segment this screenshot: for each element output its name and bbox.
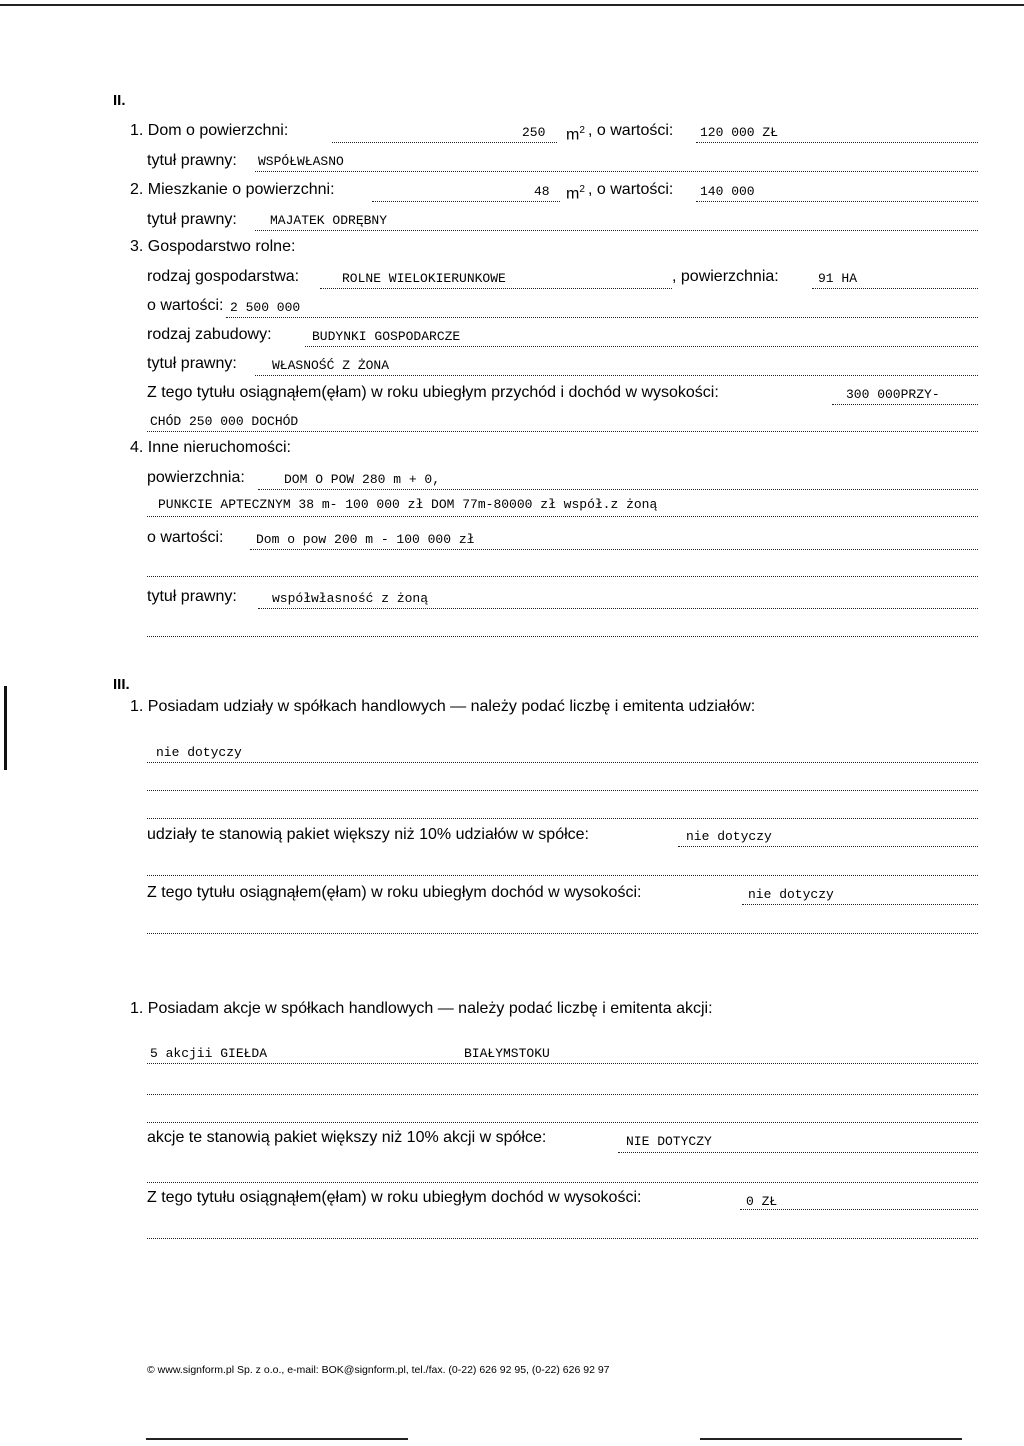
farm-income-line1: 300 000PRZY- (846, 387, 940, 402)
stocks-label: 1. Posiadam akcje w spółkach handlowych — należy podać liczbę i emitenta akcji: (130, 1000, 713, 1017)
shares-income-value: nie dotyczy (748, 887, 834, 902)
shares-value: nie dotyczy (156, 745, 242, 760)
shares-package-value: nie dotyczy (686, 829, 772, 844)
other-area-label: powierzchnia: (147, 469, 245, 486)
house-title: WSPÓŁWŁASNO (258, 154, 344, 169)
other-value-label: o wartości: (147, 529, 224, 546)
section-ii-heading: II. (113, 92, 126, 109)
farm-type: ROLNE WIELOKIERUNKOWE (342, 271, 506, 286)
stocks-package-label: akcje te stanowią pakiet większy niż 10% akcji w spółce: (147, 1129, 547, 1146)
stocks-value-b: BIAŁYMSTOKU (464, 1046, 550, 1061)
flat-area-unit: $m^2$ (566, 184, 585, 203)
flat-area-label: 2. Mieszkanie o powierzchni: (130, 181, 335, 198)
farm-buildings-label: rodzaj zabudowy: (147, 326, 272, 343)
farm-buildings: BUDYNKI GOSPODARCZE (312, 329, 461, 344)
house-area-unit: $m^2$ (566, 125, 585, 144)
shares-label: 1. Posiadam udziały w spółkach handlowych — należy podać liczbę i emitenta udziałów: (130, 698, 756, 715)
house-value: 120 000 ZŁ (700, 125, 779, 140)
house-value-label: , o wartości: (588, 122, 674, 139)
top-border (0, 4, 1024, 6)
flat-area-value: 48 (534, 184, 550, 199)
shares-package-label: udziały te stanowią pakiet większy niż 10% udziałów w spółce: (147, 826, 589, 843)
stocks-income-value: 0 ZŁ (746, 1194, 778, 1209)
farm-value-label: o wartości: (147, 297, 224, 314)
house-area-label: 1. Dom o powierzchni: (130, 122, 289, 139)
farm-area-label: , powierzchnia: (672, 268, 779, 285)
section-iii-heading: III. (113, 676, 130, 693)
shares-income-label: Z tego tytułu osiągnąłem(ęłam) w roku ubiegłym dochód w wysokości: (147, 884, 642, 901)
farm-type-label: rodzaj gospodarstwa: (147, 268, 300, 285)
farm-value: 2 500 000 (230, 300, 301, 315)
house-area-value: 250 (522, 125, 546, 140)
flat-value-label: , o wartości: (588, 181, 674, 198)
other-property-label: 4. Inne nieruchomości: (130, 439, 291, 456)
other-area-line1: DOM O POW 280 m + 0, (284, 472, 441, 487)
bottom-border-left (146, 1438, 408, 1440)
farm-title-label: tytuł prawny: (147, 355, 237, 372)
other-title: współwłasność z żoną (272, 591, 429, 606)
farm-income-line2: CHÓD 250 000 DOCHÓD (150, 414, 299, 429)
bottom-border-right (700, 1438, 962, 1440)
house-title-label: tytuł prawny: (147, 152, 237, 169)
flat-value: 140 000 (700, 184, 755, 199)
margin-mark (4, 686, 7, 770)
stocks-value-a: 5 akcjii GIEŁDA (150, 1046, 268, 1061)
other-title-label: tytuł prawny: (147, 588, 237, 605)
farm-label: 3. Gospodarstwo rolne: (130, 238, 296, 255)
stocks-income-label: Z tego tytułu osiągnąłem(ęłam) w roku ubiegłym dochód w wysokości: (147, 1189, 642, 1206)
flat-title: MAJATEK ODRĘBNY (270, 213, 388, 228)
farm-title: WŁASNOŚĆ Z ŻONA (272, 358, 390, 373)
other-area-line2: PUNKCIE APTECZNYM 38 m- 100 000 zł DOM 77m-80000 zł współ.z żoną (158, 497, 658, 512)
other-value: Dom o pow 200 m - 100 000 zł (256, 532, 475, 547)
flat-title-label: tytuł prawny: (147, 211, 237, 228)
footer-contact: © www.signform.pl Sp. z o.o., e-mail: BOK@signform.pl, tel./fax. (0-22) 626 92 95, (0-22) 626 92 97 (147, 1364, 610, 1376)
farm-income-label: Z tego tytułu osiągnąłem(ęłam) w roku ubiegłym przychód i dochód w wysokości: (147, 384, 719, 401)
stocks-package-value: NIE DOTYCZY (626, 1134, 712, 1149)
farm-area: 91 HA (818, 271, 858, 286)
